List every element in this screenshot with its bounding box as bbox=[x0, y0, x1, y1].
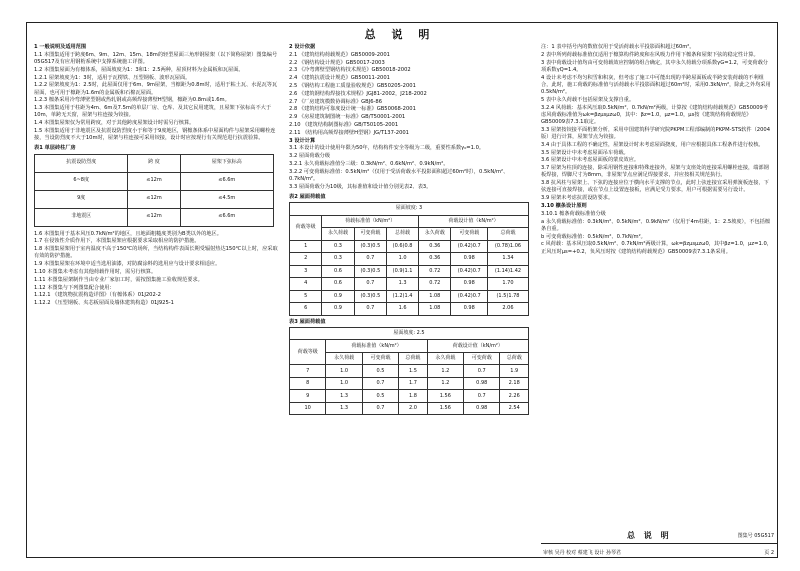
code-label: 图集号 bbox=[737, 533, 753, 539]
table-row bbox=[290, 215, 529, 228]
notes-continued-text bbox=[541, 44, 773, 256]
table-cell: 0.36 bbox=[419, 253, 451, 266]
table-cell: 总荷载 bbox=[500, 352, 529, 365]
table-cell: 1.6 bbox=[387, 303, 419, 316]
table-cell: 1.70 bbox=[487, 278, 528, 291]
paragraph: 1.12.1 《建筑物抗震构造详图》（有檩体系）01J202-2 bbox=[34, 292, 161, 299]
paragraph: 3.2.2 可变荷载标准值：0.5kN/m²（仅用于受活荷载水平投影面积超过60m²时），0.5kN/m²、0.7kN/m²。 bbox=[289, 168, 509, 182]
table-cell: 荷载等级 bbox=[290, 215, 322, 240]
paragraph: 3.3 屋架按铰接平面桁架分析，采用中国建筑科学研究院PKPM工程部编制的PKPM-STS软件（2004版）进行计算，屋架节点为铰接。 bbox=[541, 126, 770, 140]
paragraph: 3.6 屋架设计中未考虑屋面板的蒙皮效应。 bbox=[541, 157, 640, 164]
paragraph: 3.3 屋面荷载分为10级，其标准值和设计值分别见表2、表3。 bbox=[289, 183, 432, 190]
table-cell: 4 bbox=[290, 278, 322, 291]
paragraph: a 永久荷载标准值：0.3kN/m²、0.5kN/m²、0.9kN/m²（仅用于4m柱距，1：2.5坡度），不包括檩条自重。 bbox=[541, 218, 771, 232]
table-cell: 5 bbox=[290, 290, 322, 303]
title-block bbox=[541, 531, 778, 559]
table-row bbox=[290, 402, 529, 415]
table-cell: 0.9 bbox=[322, 303, 354, 316]
paragraph: 2.1 《建筑结构荷载规范》GB50009-2001 bbox=[289, 51, 390, 58]
table-cell: 0.6 bbox=[322, 265, 354, 278]
table-cell: 7 bbox=[290, 365, 326, 378]
paragraph: 1 一般说明及适用范围 bbox=[34, 44, 87, 50]
table3 bbox=[289, 327, 529, 416]
paragraph: 1.2.3 檩条采用冷弯薄壁型钢或热轧钢或高频焊接薄壁H型钢，檩距为0.8m或1.6m。 bbox=[34, 97, 230, 104]
paragraph: 3.9 屋架未考虑抗震设防要求。 bbox=[541, 195, 614, 202]
table-cell: 0.3 bbox=[322, 253, 354, 266]
table-cell: 可变荷载 bbox=[451, 228, 488, 241]
table-cell: ≤12m bbox=[128, 172, 180, 190]
paragraph: 2.9 《房屋建筑制图统一标准》GB/T50001-2001 bbox=[289, 114, 406, 121]
table-cell: 总荷载 bbox=[387, 228, 419, 241]
table2-caption: 表2 屋面荷载值 bbox=[289, 193, 326, 200]
paragraph: 5 表中永久荷载不包括屋架及支撑自重。 bbox=[541, 96, 635, 103]
table-cell: 永久荷载 bbox=[427, 352, 463, 365]
table-cell: 0.7 bbox=[464, 390, 500, 403]
paragraph: 1.3 本图集适用于柱距为4m、6m及7.5m的单层厂房、仓库、及其它民用建筑，且屋架下弦标高不大于10m，单跨无天窗，屋架与柱连接为铰接。 bbox=[34, 105, 272, 119]
table-cell: 3 bbox=[290, 265, 322, 278]
table-cell: 0.5 bbox=[362, 365, 398, 378]
table-cell: 0.72 bbox=[419, 265, 451, 278]
table-row bbox=[290, 253, 529, 266]
paragraph: 2.3 《冷弯薄壁型钢结构技术规范》GB50018-2002 bbox=[289, 67, 411, 74]
table-row bbox=[290, 303, 529, 316]
paragraph: 3.5 屋架设计中未考虑屋面吊车荷载。 bbox=[541, 149, 629, 156]
table-cell: 1.8 bbox=[399, 390, 427, 403]
table-row bbox=[290, 340, 529, 353]
table-cell: 1.08 bbox=[419, 303, 451, 316]
table-cell: 可变荷载 bbox=[464, 352, 500, 365]
table-cell: 6 bbox=[290, 303, 322, 316]
table-cell: 1.08 bbox=[419, 290, 451, 303]
table1-header: 跨 度 bbox=[128, 154, 180, 172]
paragraph: 3 设计计算 bbox=[289, 137, 316, 144]
table-cell: 1.7 bbox=[399, 377, 427, 390]
title-block-roles: 审核 吴丹 校对 蔡建飞 设计 孙琴君 bbox=[543, 550, 621, 556]
table-row bbox=[290, 390, 529, 403]
paragraph: 1.10 本图集未考虑有其他荷载作用时，需另行核算。 bbox=[34, 268, 157, 275]
table-cell: (0.9)1.1 bbox=[387, 265, 419, 278]
table-cell: 荷载设计值（kN/m²） bbox=[419, 215, 529, 228]
table-cell: 1.56 bbox=[427, 390, 463, 403]
column-notes-continued bbox=[541, 44, 773, 256]
table-cell: 1.3 bbox=[326, 390, 362, 403]
table1 bbox=[34, 154, 274, 227]
table-cell: (0.3)0.5 bbox=[354, 240, 386, 253]
column-general-notes bbox=[34, 44, 282, 308]
table3-caption: 表3 屋面荷载值 bbox=[289, 318, 326, 325]
table-row bbox=[290, 228, 529, 241]
table-cell: 永久荷载 bbox=[419, 228, 451, 241]
paragraph: 1.1 本图集适用于跨度6m、9m、12m、15m、18m的轻型屋面三角形钢屋架（以下简称屋架）图集编号05G517及有应用钢桁系统中支撑系统施工详图。 bbox=[34, 51, 278, 65]
paragraph: 1.2.2 屋架坡度为1：2.5时，此屋面仅用于6m、9m屋架，当檩距为0.8m时，适用于粘土瓦、水泥瓦等瓦屋面，也可用于檩距为1.6m的金属板和石棉瓦屋面。 bbox=[34, 82, 278, 96]
table-cell: 1.2 bbox=[427, 377, 463, 390]
table-cell: 1.3 bbox=[326, 402, 362, 415]
table-cell: 总荷载 bbox=[487, 228, 528, 241]
title-block-page bbox=[764, 549, 774, 556]
paragraph: 3.2.4 风荷载：基本风压取0.5kN/m²、0.7kN/m²两级，计算按《建筑结构荷载规范》GB50009考虑风荷载标准值为ωk=βzμsμzω0，其中：βz=1.0，μz=1.0，μs按《建筑结构荷载规范》GB50009表7.3.1取定。 bbox=[541, 104, 769, 125]
table-cell: 1.0 bbox=[326, 377, 362, 390]
table-cell: (0.3)0.5 bbox=[354, 265, 386, 278]
table-cell: 0.72 bbox=[419, 278, 451, 291]
code-value: 05G517 bbox=[754, 533, 774, 539]
paragraph: 3.10.1 檩条荷载标准值分级 bbox=[541, 210, 606, 217]
general-notes-text-cont bbox=[34, 231, 282, 308]
table-cell: 1.0 bbox=[326, 365, 362, 378]
table-cell: 0.6 bbox=[322, 278, 354, 291]
table-cell: ≤4.5m bbox=[180, 190, 273, 208]
paragraph: 3.8 抗风柱与屋架上、下弦的连接应位于横向水平支撑的节点，此时上弦连接宜采用弹簧板连接，下弦连接可直接焊接，或在节点上设置连接板，应满足受力要求，用户可根据需要另行设计。 bbox=[541, 180, 769, 194]
paragraph: 1.6 本图集用于基本风压0.7kN/m²的地区，且地面粗糙度类别为B类以外的地区。 bbox=[34, 230, 222, 237]
table-row bbox=[35, 190, 274, 208]
paragraph: 4 设计未考虑不均匀积雪和积灰，但考虑了施工中可能出现的半跨屋面板或半跨安装荷载的不利组合，此时，施工荷载的标准值与活荷载水平投影面积超过60m²时，采用0.3kN/m²，除此之外均采用0.5kN/m²。 bbox=[541, 74, 771, 95]
table-cell: 荷载等级 bbox=[290, 340, 326, 365]
table-cell: (1.2)1.4 bbox=[387, 290, 419, 303]
paragraph: 3.1 本设计的设计使用年限为50年，结构构件安全等级为二级，重要性系数γ₀=1.0。 bbox=[289, 145, 485, 152]
page-value: 2 bbox=[770, 550, 774, 556]
table-cell: ≤6.6m bbox=[180, 208, 273, 226]
paragraph: 1.7 在侵蚀性介质作用下，本图集屋架应根据要求采取相应的防护措施。 bbox=[34, 238, 200, 245]
table-cell: 8 bbox=[290, 377, 326, 390]
table1-header: 抗震设防烈度 bbox=[35, 154, 128, 172]
table-cell: 荷载设计值（kN/m²） bbox=[427, 340, 528, 353]
table-cell: 10 bbox=[290, 402, 326, 415]
paragraph: 2 设计依据 bbox=[289, 44, 316, 50]
page-label: 页 bbox=[764, 550, 770, 556]
table-cell: 0.7 bbox=[354, 278, 386, 291]
table-cell: 1 bbox=[290, 240, 322, 253]
table-cell: ≤6.6m bbox=[180, 172, 273, 190]
table-cell: 0.98 bbox=[464, 377, 500, 390]
design-basis-text bbox=[289, 44, 535, 191]
table-cell: 2.18 bbox=[500, 377, 529, 390]
table-row bbox=[290, 278, 529, 291]
table-cell: 0.7 bbox=[354, 253, 386, 266]
table-cell: 1.0 bbox=[387, 253, 419, 266]
paragraph: 注：1 表中括号内的数值仅用于受活荷载水平投影面积超过60m²。 bbox=[541, 44, 695, 50]
table-cell: 2.54 bbox=[500, 402, 529, 415]
table-row bbox=[290, 327, 529, 340]
table-cell: ≤12m bbox=[128, 190, 180, 208]
table-cell: 0.7 bbox=[354, 303, 386, 316]
table-row bbox=[290, 290, 529, 303]
table-cell: 荷载标准值（kN/m²） bbox=[326, 340, 427, 353]
table-cell: 0.3 bbox=[322, 240, 354, 253]
table-cell: 2 bbox=[290, 253, 322, 266]
table1-header: 屋架下弦标高 bbox=[180, 154, 273, 172]
paragraph: 3.10 檩条设计原则 bbox=[541, 202, 587, 209]
paragraph: 3.2 屋面荷载分级 bbox=[289, 153, 331, 160]
table-cell: (0.78)1.06 bbox=[487, 240, 528, 253]
paragraph: 1.4 本图集屋架仅为常用跨度，对于其他跨度屋架设计时需另行核算。 bbox=[34, 120, 195, 127]
table-cell: 0.7 bbox=[464, 365, 500, 378]
column-design-basis bbox=[289, 44, 535, 415]
paragraph: 1.8 本图集屋架用于室内温度不高于150℃的场所，当结构构件表面长期受辐射热达150℃以上时，应采取有效的防护措施。 bbox=[34, 246, 278, 260]
page-title: 总 说 明 bbox=[364, 28, 436, 41]
table-cell: 9度 bbox=[35, 190, 128, 208]
paragraph: 2.10 《建筑结构制图标准》GB/T50105-2001 bbox=[289, 121, 399, 128]
paragraph: 2.4 《建筑抗震设计规范》GB50011-2001 bbox=[289, 75, 390, 82]
table-cell: (0.42)0.7 bbox=[451, 240, 488, 253]
paragraph: 2.11 《结构用高频焊接薄壁H型钢》JG/T137-2001 bbox=[289, 129, 409, 136]
table-cell: 6~8度 bbox=[35, 172, 128, 190]
paragraph: 2.6 《建筑钢结构焊接技术规程》JGJ81-2002，J218-2002 bbox=[289, 90, 427, 97]
title-block-name: 总 说 明 bbox=[627, 531, 672, 540]
table-cell: 0.98 bbox=[451, 303, 488, 316]
title-block-code bbox=[738, 532, 774, 539]
table-cell: 非地震区 bbox=[35, 208, 128, 226]
table-cell: ≤12m bbox=[128, 208, 180, 226]
table-cell: 屋面坡度: 2.5 bbox=[290, 327, 529, 340]
table-cell: 0.98 bbox=[451, 278, 488, 291]
paragraph: 2 表中所列荷载标准值仅适用于檩算构件跨度和在风吸力作用下檩条和屋架下弦的稳定性计算。 bbox=[541, 51, 759, 58]
table2 bbox=[289, 202, 529, 316]
table-cell: 可变荷载 bbox=[362, 352, 398, 365]
table-cell: 1.2 bbox=[427, 365, 463, 378]
table-cell: 1.3 bbox=[387, 278, 419, 291]
paragraph: 3.2.1 永久荷载标准值分三级：0.3kN/m²、0.6kN/m²、0.9kN/m²。 bbox=[289, 160, 449, 167]
general-notes-text bbox=[34, 44, 282, 142]
table-cell: 总荷载 bbox=[399, 352, 427, 365]
table-cell: 0.7 bbox=[362, 402, 398, 415]
paragraph: 3.7 屋架为柱顶的连接，除采用钢性连接和特殊连接外，屋架与支座处的连接采用螺栓连接，端部钢板焊接，焊脚尺寸为8mm，非屋架节点应满足焊接要求，并应按相关规范执行。 bbox=[541, 165, 769, 179]
paragraph: 2.7 《厂房建筑模数协调标准》GBJ6-86 bbox=[289, 98, 383, 105]
table-row bbox=[35, 172, 274, 190]
table-cell: 0.9 bbox=[322, 290, 354, 303]
table-cell: 荷载标准值（kN/m²） bbox=[322, 215, 419, 228]
table-cell: 1.56 bbox=[427, 402, 463, 415]
paragraph: 1.2 本图集屋面为有檩体系，屋面坡度为1：3和1：2.5两种，屋顶材料为金属板和瓦屋面。 bbox=[34, 66, 244, 73]
table-cell: 1.34 bbox=[487, 253, 528, 266]
table-cell: 0.7 bbox=[362, 377, 398, 390]
paragraph: 1.12 本图集与下列图集配合使用： bbox=[34, 284, 115, 291]
table-row bbox=[290, 240, 529, 253]
table-cell: 0.36 bbox=[419, 240, 451, 253]
paragraph: 1.5 本图集适用于非地震区及抗震设防烈度小于和等于9度地区，钢檩条体系中屋面构件与屋架采用螺栓连接，当设防烈度不大于10m时，屋架与柱连接可采用铰接，设计时应按现行有关规范进行抗震验算。 bbox=[34, 127, 276, 142]
table-row bbox=[290, 352, 529, 365]
paragraph: c 风荷载：基本风压取0.5kN/m²、0.7kN/m²两级计算，ωk=βzμsμzω0，其中βz=1.0，μz=1.0，正风压时μs=+0.2，负风压时按《建筑结构荷载规范》GB50009表7.3.1条采用。 bbox=[541, 241, 772, 255]
table-cell: 可变荷载 bbox=[354, 228, 386, 241]
table-cell: 9 bbox=[290, 390, 326, 403]
paragraph: 2.2 《钢结构设计规范》GB50017-2003 bbox=[289, 59, 385, 66]
table-cell: (0.3)0.5 bbox=[354, 290, 386, 303]
table-cell: 1.5 bbox=[399, 365, 427, 378]
table-cell: 2.26 bbox=[500, 390, 529, 403]
table-row bbox=[290, 203, 529, 216]
table-cell: 永久荷载 bbox=[326, 352, 362, 365]
table-cell: (1.5)1.78 bbox=[487, 290, 528, 303]
paragraph: 1.12.2 《压型钢板、夹芯板屋面及墙体建筑构造》01J925-1 bbox=[34, 300, 174, 307]
paragraph: 2.5 《钢结构工程施工质量验收规范》GB50205-2001 bbox=[289, 82, 416, 89]
table-cell: 永久荷载 bbox=[322, 228, 354, 241]
table-cell: (1.14)1.42 bbox=[487, 265, 528, 278]
table-cell: (0.6)0.8 bbox=[387, 240, 419, 253]
paragraph: 1.9 本图集屋架在环境中适当选用油漆，对防腐涂料的选用应与设计要求相适应。 bbox=[34, 261, 221, 268]
table1-caption: 表1 单层砖柱厂房 bbox=[34, 145, 76, 152]
paragraph: 3.4 由于具体工程的不确定性，屋架设计时未考虑屋面挠度，用户应根据具体工程条件进行校核。 bbox=[541, 141, 764, 148]
table-row bbox=[290, 365, 529, 378]
table-cell: (0.42)0.7 bbox=[451, 265, 488, 278]
table-row bbox=[35, 208, 274, 226]
table-row bbox=[290, 377, 529, 390]
table-cell: 0.98 bbox=[464, 402, 500, 415]
paragraph: b 可变荷载标准值：0.5kN/m²、0.7kN/m²。 bbox=[541, 233, 646, 240]
paragraph: 3 表中荷载设计值均由可变荷载效应控制的组合确定，其中永久荷载分项系数γG=1.2，可变荷载分项系数γQ=1.4。 bbox=[541, 59, 768, 73]
paragraph: 1.11 本图集屋架制作当由专业厂家加工时，需按图集施工验收规范要求。 bbox=[34, 276, 203, 283]
table-cell: 屋面坡度: 3 bbox=[290, 203, 529, 216]
table-row bbox=[290, 265, 529, 278]
table-cell: 0.98 bbox=[451, 253, 488, 266]
table-cell: 2.0 bbox=[399, 402, 427, 415]
table-cell: (0.42)0.7 bbox=[451, 290, 488, 303]
table-cell: 2.06 bbox=[487, 303, 528, 316]
table-cell: 0.5 bbox=[362, 390, 398, 403]
paragraph: 1.2.1 屋架坡度为1：3时，适用于瓦楞铁、压型钢板、波形瓦屋面。 bbox=[34, 74, 191, 81]
paragraph: 2.8 《建筑结构可靠度设计统一标准》GB50068-2001 bbox=[289, 106, 416, 113]
table-cell: 1.9 bbox=[500, 365, 529, 378]
